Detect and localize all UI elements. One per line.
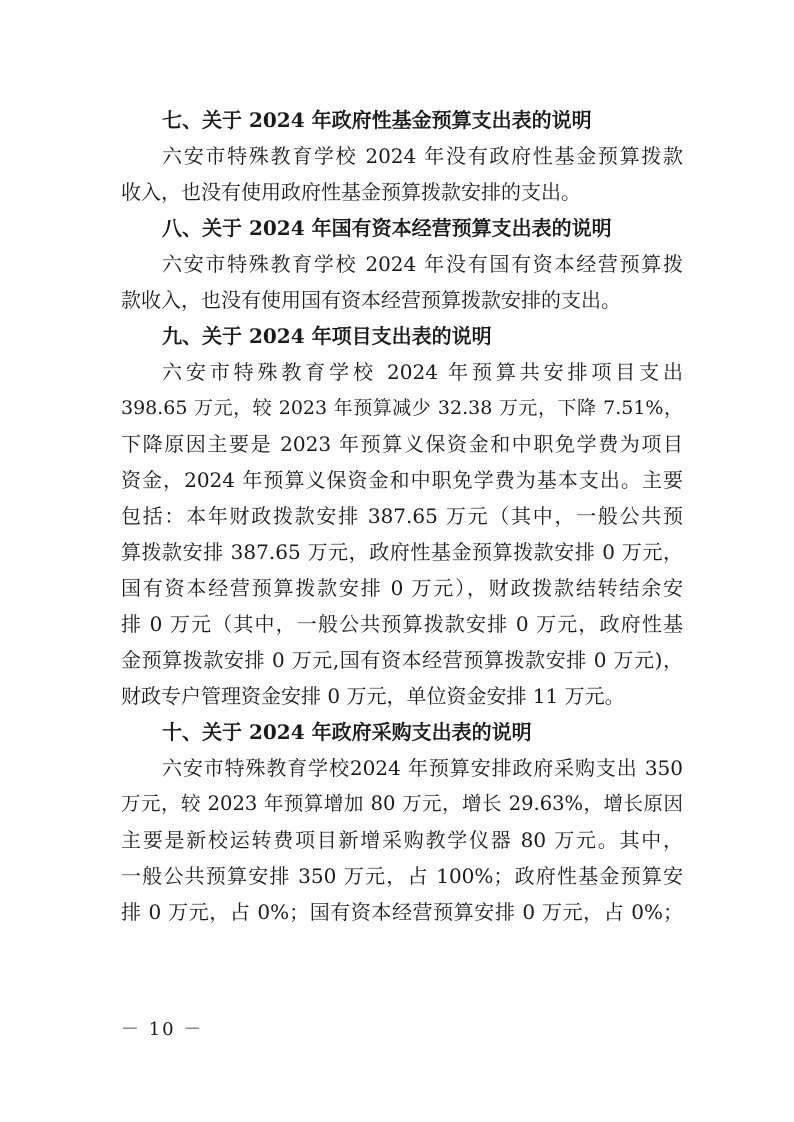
section-9-line-8: 排 0 万元（其中，一般公共预算拨款安排 0 万元，政府性基 <box>121 612 683 636</box>
document-body <box>121 102 683 930</box>
section-10-line-3: 主要是新校运转费项目新增采购教学仪器 80 万元。其中， <box>121 828 683 852</box>
section-9-line-5: 包括：本年财政拨款安排 387.65 万元（其中，一般公共预 <box>121 504 683 528</box>
section-9-line-4: 资金，2024 年预算义保资金和中职免学费为基本支出。主要 <box>121 468 683 492</box>
section-10-line-4: 一般公共预算安排 350 万元，占 100%；政府性基金预算安 <box>121 864 683 888</box>
section-9-line-7: 国有资本经营预算拨款安排 0 万元），财政拨款结转结余安 <box>121 576 683 600</box>
section-10-line-5: 排 0 万元，占 0%；国有资本经营预算安排 0 万元，占 0%； <box>121 900 683 924</box>
section-9-line-6: 算拨款安排 387.65 万元，政府性基金预算拨款安排 0 万元， <box>121 540 683 564</box>
section-9-line-9: 金预算拨款安排 0 万元,国有资本经营预算拨款安排 0 万元)， <box>121 648 683 672</box>
section-8-line-1: 六安市特殊教育学校 2024 年没有国有资本经营预算拨 <box>162 252 683 276</box>
section-9-line-10: 财政专户管理资金安排 0 万元，单位资金安排 11 万元。 <box>121 684 625 708</box>
section-9-line-1: 六安市特殊教育学校 2024 年预算共安排项目支出 <box>162 360 683 384</box>
section-10-line-2: 万元，较 2023 年预算增加 80 万元，增长 29.63%，增长原因 <box>121 792 683 815</box>
section-10-heading: 十、关于 2024 年政府采购支出表的说明 <box>162 720 532 744</box>
page-number: － 10 － <box>121 1019 204 1040</box>
section-7-line-1: 六安市特殊教育学校 2024 年没有政府性基金预算拨款 <box>162 144 683 168</box>
section-10-line-1: 六安市特殊教育学校2024 年预算安排政府采购支出 350 <box>162 756 683 780</box>
section-9-line-3: 下降原因主要是 2023 年预算义保资金和中职免学费为项目 <box>121 432 683 456</box>
section-9-heading: 九、关于 2024 年项目支出表的说明 <box>162 324 492 348</box>
section-9-line-2: 398.65 万元，较 2023 年预算减少 32.38 万元，下降 7.51%， <box>121 397 683 419</box>
section-8-heading: 八、关于 2024 年国有资本经营预算支出表的说明 <box>162 216 612 240</box>
section-7-line-2: 收入，也没有使用政府性基金预算拨款安排的支出。 <box>121 180 581 204</box>
section-8-line-2: 款收入，也没有使用国有资本经营预算拨款安排的支出。 <box>121 288 621 312</box>
section-7-heading: 七、关于 2024 年政府性基金预算支出表的说明 <box>162 108 592 132</box>
